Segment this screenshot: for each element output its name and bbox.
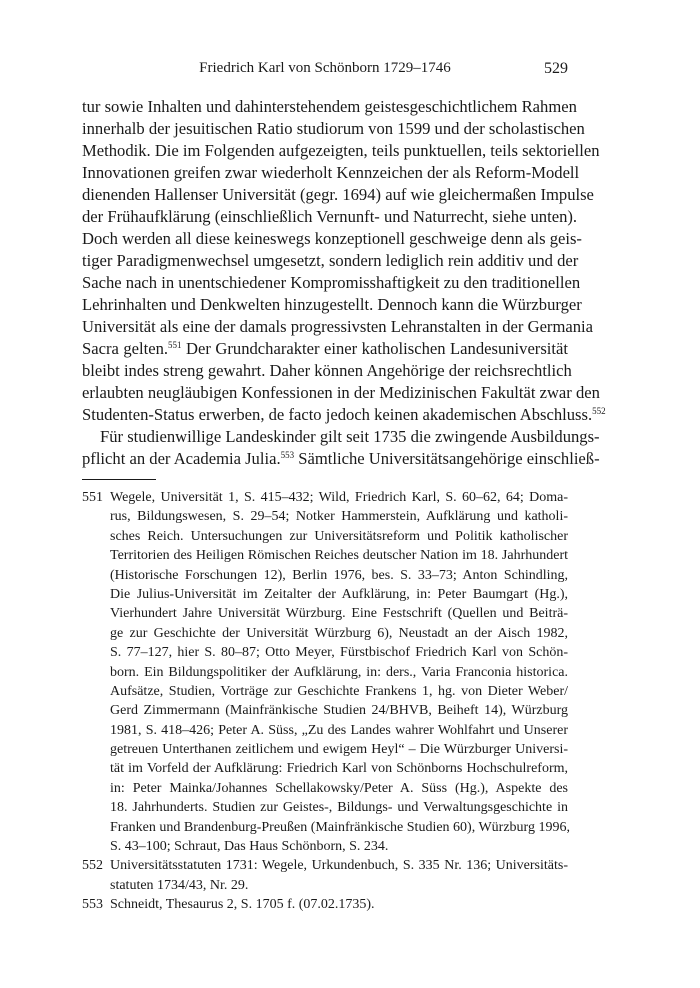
footnote-number: 552 [82, 858, 103, 874]
text-line [82, 404, 606, 426]
text-line: der Frühaufklärung (einschließlich Vernunft- und Naturrecht, siehe unten). [82, 207, 578, 226]
text-line [82, 448, 600, 470]
text-run: Sacra gelten. [82, 339, 169, 358]
footnote-body [110, 488, 568, 856]
footnote-line: Gerd Zimmermann (Mainfränkische Studien 24/BHVB, Beiheft 14), Würzburg [110, 703, 568, 719]
text-line: Universität als eine der damals progressivsten Lehranstalten in der Germania [82, 317, 594, 336]
footnote [82, 856, 568, 895]
footnotes [82, 488, 568, 915]
footnote-body [110, 856, 568, 895]
text-line: Innovationen greifen zwar wiederholt Kennzeichen der als Reform-Modell [82, 163, 580, 182]
footnote-body [110, 895, 568, 914]
text-line: bleibt indes streng gewahrt. Daher können Angehörige der reichsrechtlich [82, 361, 572, 380]
footnote-line: (Historische Forschungen 12), Berlin 1976, bes. S. 33–73; Anton Schindling, [110, 567, 568, 583]
footnote-line: S. 77–127, hier S. 80–87; Otto Meyer, Fürstbischof Friedrich Karl von Schön- [110, 645, 568, 661]
footnote-line: S. 43–100; Schraut, Das Haus Schönborn, S. 234. [110, 839, 389, 855]
footnote-line: Territorien des Heiligen Römischen Reiches deutscher Nation im 18. Jahrhundert [110, 548, 568, 564]
text-line: tiger Paradigmenwechsel umgesetzt, sondern lediglich rein additiv und der [82, 251, 579, 270]
text-line: Lehrinhalten und Denkwelten hinzugestellt. Dennoch kann die Würzburger [82, 295, 582, 314]
footnote-line: Universitätsstatuten 1731: Wegele, Urkundenbuch, S. 335 Nr. 136; Universitäts- [110, 858, 568, 874]
footnote-line: Vierhundert Jahre Universität Würzburg. Eine Festschrift (Quellen und Beiträ- [110, 606, 568, 622]
footnote-line: Franken und Brandenburg-Preußen (Mainfränkische Studien 60), Würzburg 1996, [110, 819, 570, 835]
footnote-ref-553[interactable]: 553 [280, 450, 295, 460]
footnote-line: Schneidt, Thesaurus 2, S. 1705 f. (07.02.1735). [110, 897, 375, 913]
footnote-ref-552[interactable]: 552 [592, 406, 606, 416]
footnote-line: ge zur Geschichte der Universität Würzburg 6), Neustadt an der Aisch 1982, [110, 625, 568, 641]
footnote-line: Wegele, Universität 1, S. 415–432; Wild, Friedrich Karl, S. 60–62, 64; Doma- [110, 490, 568, 505]
footnote-line: Aufsätze, Studien, Vorträge zur Geschichte Frankens 1, hg. von Dieter Weber/ [110, 683, 568, 699]
footnote-line: born. Ein Bildungspolitiker der Aufklärung, in: ders., Varia Franconia historica. [110, 664, 568, 680]
footnote-line: rus, Bildungswesen, S. 29–54; Notker Hammerstein, Aufklärung und katholi- [110, 509, 568, 525]
footnote [82, 488, 568, 856]
footnote-line: tät im Vorfeld der Aufklärung: Friedrich Karl von Schönborns Hochschulreform, [110, 761, 568, 777]
page-number: 529 [544, 60, 568, 77]
main-text [82, 96, 606, 470]
text-run: Sämtliche Universitätsangehörige einschließ- [298, 449, 600, 468]
footnote-number: 551 [82, 490, 103, 505]
text-line: Für studienwillige Landeskinder gilt seit 1735 die zwingende Ausbildungs- [100, 427, 600, 446]
footnote-ref-551[interactable]: 551 [168, 340, 182, 350]
text-line: dienenden Hallenser Universität (gegr. 1694) auf wie gleichermaßen Impulse [82, 185, 594, 204]
footnote-line: 18. Jahrhunderts. Studien zur Geistes-, Bildungs- und Verwaltungsgeschichte in [110, 800, 568, 816]
text-line: erlaubten neugläubigen Konfessionen in der Medizinischen Fakultät zwar den [82, 383, 600, 402]
footnote-line: sches Reich. Untersuchungen zur Universitätsreform und Politik katholischer [110, 528, 568, 544]
footnote-separator [82, 479, 156, 480]
footnote-line: getreuen Unterthanen zeitlichem und ewigem Heyl“ – Die Würzburger Universi- [110, 742, 568, 758]
text-line: Methodik. Die im Folgenden aufgezeigten, teils punktuellen, teils sektoriellen [82, 141, 600, 160]
text-line: tur sowie Inhalten und dahinterstehendem geistesgeschichtlichem Rahmen [82, 97, 577, 116]
text-line: Doch werden all diese keineswegs konzeptionell geschweige denn als geis- [82, 229, 582, 248]
footnote-number: 553 [82, 897, 103, 913]
text-run: pflicht an der Academia Julia. [82, 449, 281, 468]
footnote-line: statuten 1734/43, Nr. 29. [110, 877, 249, 893]
text-run: Studenten-Status erwerben, de facto jedoch keinen akademischen Abschluss. [82, 405, 593, 424]
footnote-line: in: Peter Mainka/Johannes Schellakowsky/Peter A. Süss (Hg.), Aspekte des [110, 780, 568, 796]
footnote-line: 1981, S. 418–426; Peter A. Süss, „Zu des Landes wahrer Wohlfahrt und Unserer [110, 722, 568, 738]
text-line: Sache nach in unentschiedener Kompromisshaftigkeit zu den traditionellen [82, 273, 581, 292]
text-line: innerhalb der jesuitischen Ratio studiorum von 1599 und der scholastischen [82, 119, 585, 138]
running-title: Friedrich Karl von Schönborn 1729–1746 [199, 60, 451, 76]
text-run: Der Grundcharakter einer katholischen Landesuniversität [186, 339, 568, 358]
running-header [82, 60, 568, 82]
text-line [82, 338, 568, 360]
footnote [82, 895, 568, 914]
footnote-line: Die Julius-Universität im Zeitalter der Aufklärung, in: Peter Baumgart (Hg.), [110, 586, 568, 602]
